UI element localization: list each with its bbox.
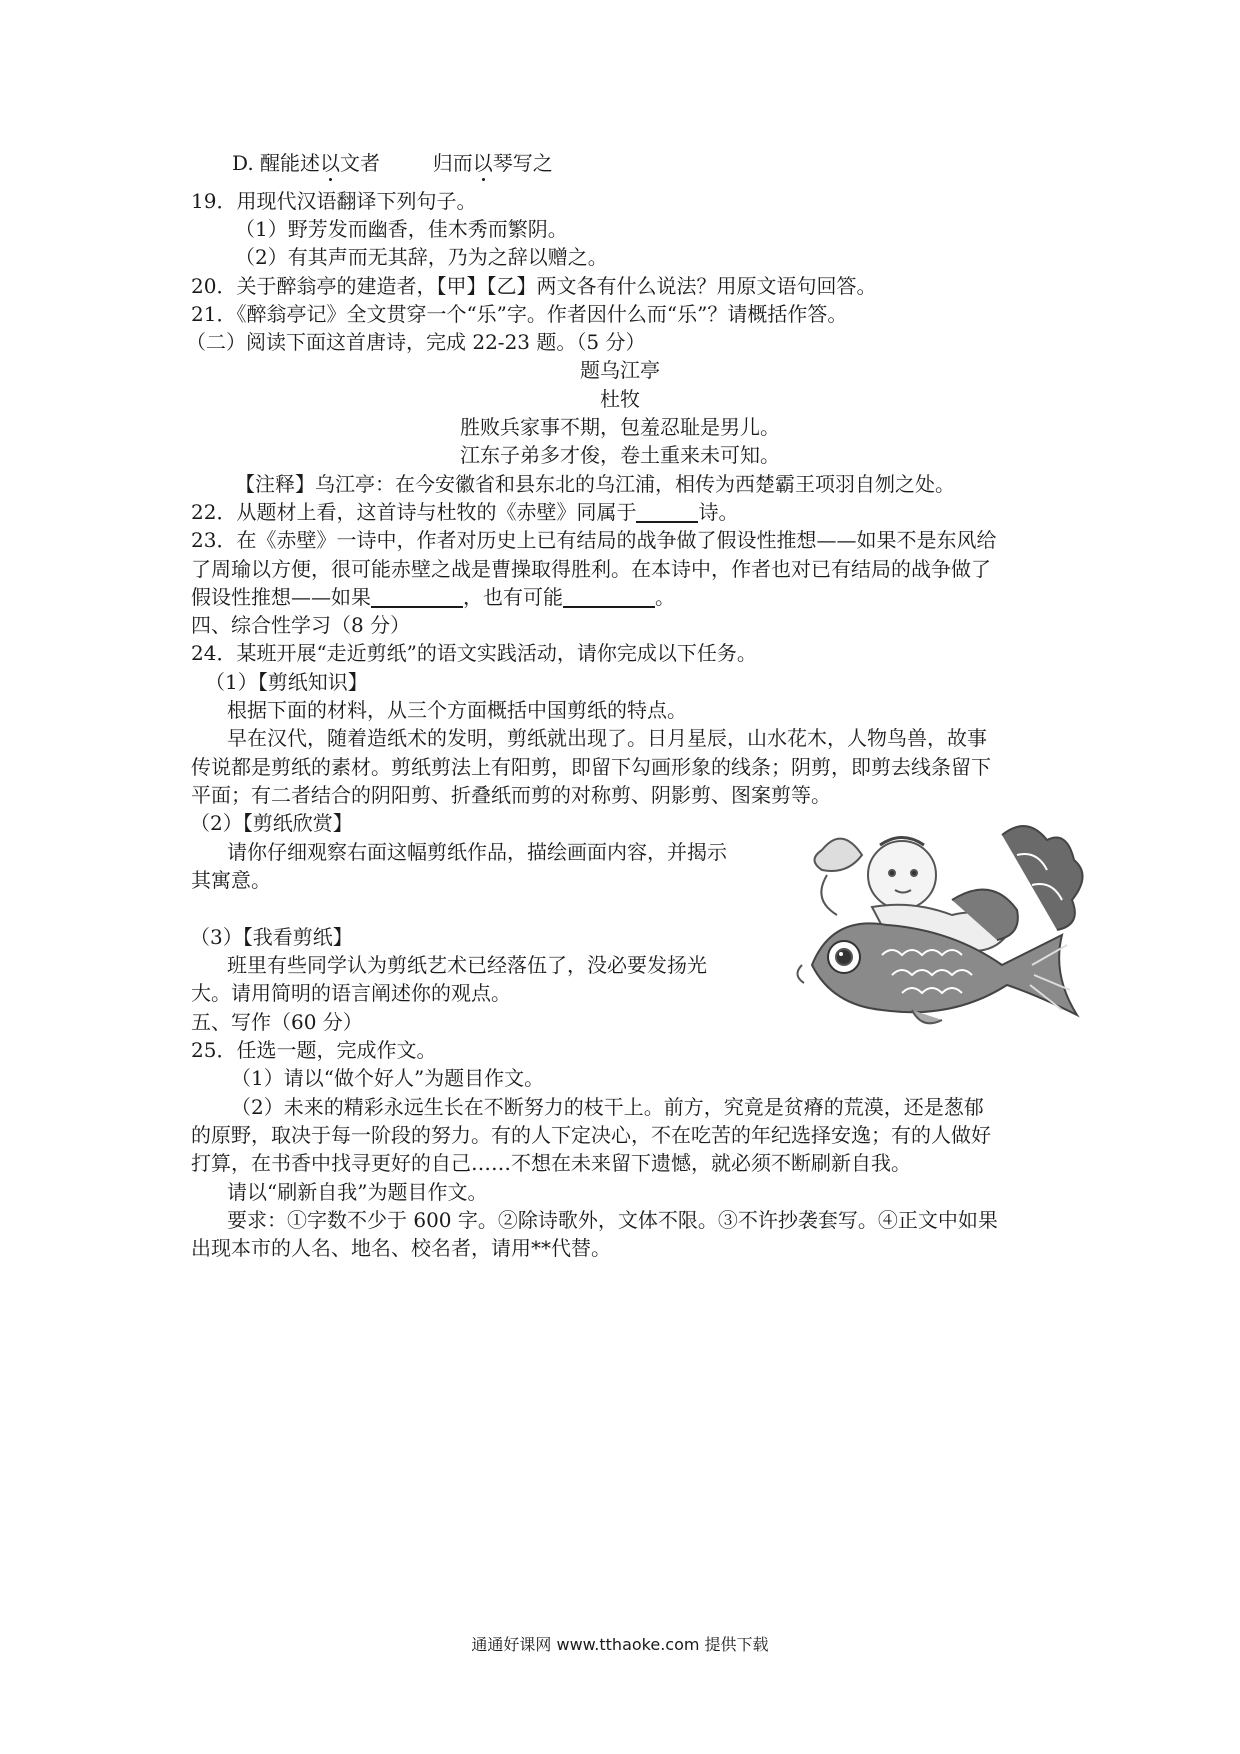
question-text: 22．从题材上看，这首诗与杜牧的《赤壁》同属于 <box>191 500 637 524</box>
question-19-1: （1）野芳发而幽香，佳木秀而繁阴。 <box>235 217 568 241</box>
q18-option-d <box>232 150 553 176</box>
poem-title: 题乌江亭 <box>580 358 660 382</box>
poem-line-2: 江东子弟多才俊，卷土重来未可知。 <box>460 443 780 467</box>
question-text: 。 <box>655 585 675 609</box>
question-25-1: （1）请以“做个好人”为题目作文。 <box>231 1066 545 1090</box>
question-text: 假设性推想——如果 <box>191 585 371 609</box>
question-23-line-2: 了周瑜以方便，很可能赤壁之战是曹操取得胜利。在本诗中，作者也对已有结局的战争做了 <box>191 557 991 581</box>
question-25-2-line-2: 的原野，取决于每一阶段的努力。有的人下定决心，不在吃苦的年纪选择安逸；有的人做好 <box>191 1123 991 1147</box>
question-25-2-line-3: 打算，在书香中找寻更好的自己……不想在未来留下遗憾，就必须不断刷新自我。 <box>191 1151 911 1175</box>
question-24-2-text-2: 其寓意。 <box>191 868 271 892</box>
question-24-2: （2）【剪纸欣赏】 <box>190 811 353 835</box>
question-24-3-text-2: 大。请用简明的语言阐述你的观点。 <box>191 981 511 1005</box>
question-24: 24．某班开展“走近剪纸”的语文实践活动，请你完成以下任务。 <box>191 641 757 665</box>
answer-blank[interactable] <box>563 586 655 608</box>
paper-cut-artwork <box>792 815 1092 1030</box>
option-text: 醒能述 <box>260 151 321 175</box>
question-text: 诗。 <box>698 500 739 524</box>
material-line-1: 早在汉代，随着造纸术的发明，剪纸就出现了。日月星辰，山水花木，人物鸟兽，故事 <box>227 726 987 750</box>
question-24-1-instruction: 根据下面的材料，从三个方面概括中国剪纸的特点。 <box>227 698 687 722</box>
emphasis-char: 以 <box>472 151 493 175</box>
question-23-line-1: 23．在《赤壁》一诗中，作者对历史上已有结局的战争做了假设性推想——如果不是东风给 <box>191 528 997 552</box>
requirements-line-2: 出现本市的人名、地名、校名者，请用**代替。 <box>191 1236 611 1260</box>
option-text: 文者 <box>340 151 381 175</box>
poem-line-1: 胜败兵家事不期，包羞忍耻是男儿。 <box>460 415 780 439</box>
question-23-line-3 <box>191 584 675 610</box>
question-22 <box>191 499 738 525</box>
question-25: 25．任选一题，完成作文。 <box>191 1038 437 1062</box>
option-text: 归而 <box>432 151 473 175</box>
poem-note: 【注释】乌江亭：在今安徽省和县东北的乌江浦，相传为西楚霸王项羽自刎之处。 <box>235 472 955 496</box>
question-24-2-text-1: 请你仔细观察右面这幅剪纸作品，描绘画面内容，并揭示 <box>227 840 727 864</box>
question-21: 21．《醉翁亭记》全文贯穿一个“乐”字。作者因什么而“乐”？请概括作答。 <box>191 302 848 326</box>
poem-author: 杜牧 <box>600 387 640 411</box>
question-24-1: （1）【剪纸知识】 <box>205 670 368 694</box>
question-24-3: （3）【我看剪纸】 <box>190 925 353 949</box>
answer-blank[interactable] <box>371 586 463 608</box>
section-2-heading: （二）阅读下面这首唐诗，完成 22-23 题。（5 分） <box>186 330 646 354</box>
section-4-heading: 四、综合性学习（8 分） <box>191 613 411 637</box>
question-text: ，也有可能 <box>463 585 563 609</box>
footer-source: 通通好课网 www.tthaoke.com 提供下载 <box>471 1635 769 1654</box>
material-line-3: 平面；有二者结合的阴阳剪、折叠纸而剪的对称剪、阴影剪、图案剪等。 <box>191 783 831 807</box>
option-label: D. <box>232 151 254 175</box>
option-text: 琴写之 <box>492 151 553 175</box>
question-24-3-text-1: 班里有些同学认为剪纸艺术已经落伍了，没必要发扬光 <box>227 953 707 977</box>
answer-blank[interactable] <box>636 501 698 523</box>
question-19: 19．用现代汉语翻译下列句子。 <box>191 189 477 213</box>
section-5-heading: 五、写作（60 分） <box>191 1010 363 1034</box>
requirements-line-1: 要求：①字数不少于 600 字。②除诗歌外，文体不限。③不许抄袭套写。④正文中如果 <box>227 1208 998 1232</box>
question-20: 20．关于醉翁亭的建造者，【甲】【乙】两文各有什么说法？用原文语句回答。 <box>191 274 877 298</box>
material-line-2: 传说都是剪纸的素材。剪纸剪法上有阳剪，即留下勾画形象的线条；阴剪，即剪去线条留下 <box>191 755 991 779</box>
question-19-2: （2）有其声而无其辞，乃为之辞以赠之。 <box>235 245 608 269</box>
question-25-2-line-4: 请以“刷新自我”为题目作文。 <box>227 1180 488 1204</box>
question-25-2-line-1: （2）未来的精彩永远生长在不断努力的枝干上。前方，究竟是贫瘠的荒漠，还是葱郁 <box>231 1095 984 1119</box>
emphasis-char: 以 <box>320 151 341 175</box>
